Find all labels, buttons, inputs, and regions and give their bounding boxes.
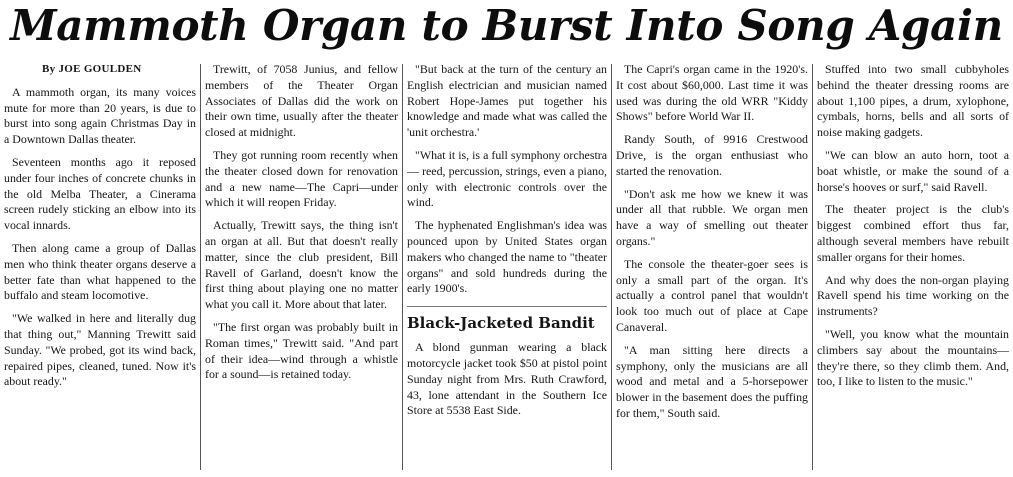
paragraph: Randy South, of 9916 Crestwood Drive, is the organ enthusiast who started the renovation. [616,132,808,178]
column-4 [616,62,808,474]
column-divider [611,64,612,470]
paragraph: Trewitt, of 7058 Junius, and fellow members of the Theater Organ Associates of Dallas did the work on their own time, usually after the theater closed at midnight. [205,62,398,140]
paragraph: "We walked in here and literally dug that thing out," Manning Trewitt said Sunday. "We probed, got its wind back, repaired pipes, cleaned, tuned. Now it's about ready." [4,311,196,389]
column-divider [402,64,403,470]
paragraph: Then along came a group of Dallas men who think theater organs deserve a better fate than what happened to the buffalo and steam locomotive. [4,240,196,303]
paragraph: The hyphenated Englishman's idea was pounced upon by United States organ makers who changed the name to "theater organs" and sold hundreds during the early 1900's. [407,218,607,296]
paragraph: "We can blow an auto horn, toot a boat whistle, or make the sound of a horse's hooves or surf," said Ravell. [817,147,1009,194]
paragraph: Stuffed into two small cubbyholes behind the theater dressing rooms are about 1,100 pipes, a drum, xylophone, cymbals, horns, bells and all sorts of noise making gadgets. [817,62,1009,140]
paragraph: "The first organ was probably built in Roman times," Trewitt said. "And part of their idea—wind through a whistle for a sound—is retained today. [205,319,398,382]
paragraph: And why does the non-organ playing Ravell spend his time working on the instruments? [817,272,1009,319]
paragraph: Seventeen months ago it reposed under four inches of concrete chunks in the old Melba Theater, a Cinerama screen rudely sticking an elbow into its vocal innards. [4,154,196,233]
paragraph: A mammoth organ, its many voices mute for more than 20 years, is due to burst into song again Christmas Day in a Downtown Dallas theater. [4,84,196,147]
paragraph: The theater project is the club's biggest combined effort thus far, although several members have rebuilt smaller organs for their homes. [817,202,1009,264]
subhead: Black-Jacketed Bandit [407,306,607,333]
paragraph: "But back at the turn of the century an English electrician and musician named Robert Hope-James put together his knowledge and made what was called the 'unit orchestra.' [407,62,607,140]
paragraph: "Well, you know what the mountain climbers say about the mountains—they're there, so they climb them. And, too, I like to listen to the music." [817,326,1009,389]
headline: Mammoth Organ to Burst Into Song Again [10,1,1003,50]
column-5 [817,62,1009,474]
paragraph: "Don't ask me how we knew it was under all that rubble. We organ men have a way of smelling out theater organs." [616,186,808,248]
paragraph: The Capri's organ came in the 1920's. It cost about $60,000. Last time it was used was during the old WRR "Kiddy Shows" before World War II. [616,62,808,124]
column-2 [205,62,398,474]
column-1 [4,62,196,474]
byline: By JOE GOULDEN [42,63,142,75]
paragraph: Actually, Trewitt says, the thing isn't an organ at all. But that doesn't really matter, since the club president, Bill Ravell of Garland, doesn't know the first thing about playing one no matter what you call it. More about that later. [205,218,398,312]
paragraph: A blond gunman wearing a black motorcycle jacket took $50 at pistol point Sunday night from Mrs. Ruth Crawford, 43, lone attendant in the Southern Ice Store at 5538 East Side. [407,340,607,418]
paragraph: "A man sitting here directs a symphony, only the musicians are all wood and metal and a 5-horsepower blower in the basement does the puffing for them," South said. [616,342,808,420]
column-3 [407,62,607,474]
paragraph: They got running room recently when the theater closed down for renovation and a new name—The Capri—under which it will reopen Friday. [205,147,398,210]
column-divider [812,64,813,470]
column-divider [200,64,201,470]
paragraph: The console the theater-goer sees is only a small part of the organ. It's actually a control panel that wouldn't look too much out of place at Cape Canaveral. [616,256,808,334]
paragraph: "What it is, is a full symphony orchestra — reed, percussion, strings, even a piano, only with electronic controls over the wind. [407,147,607,210]
